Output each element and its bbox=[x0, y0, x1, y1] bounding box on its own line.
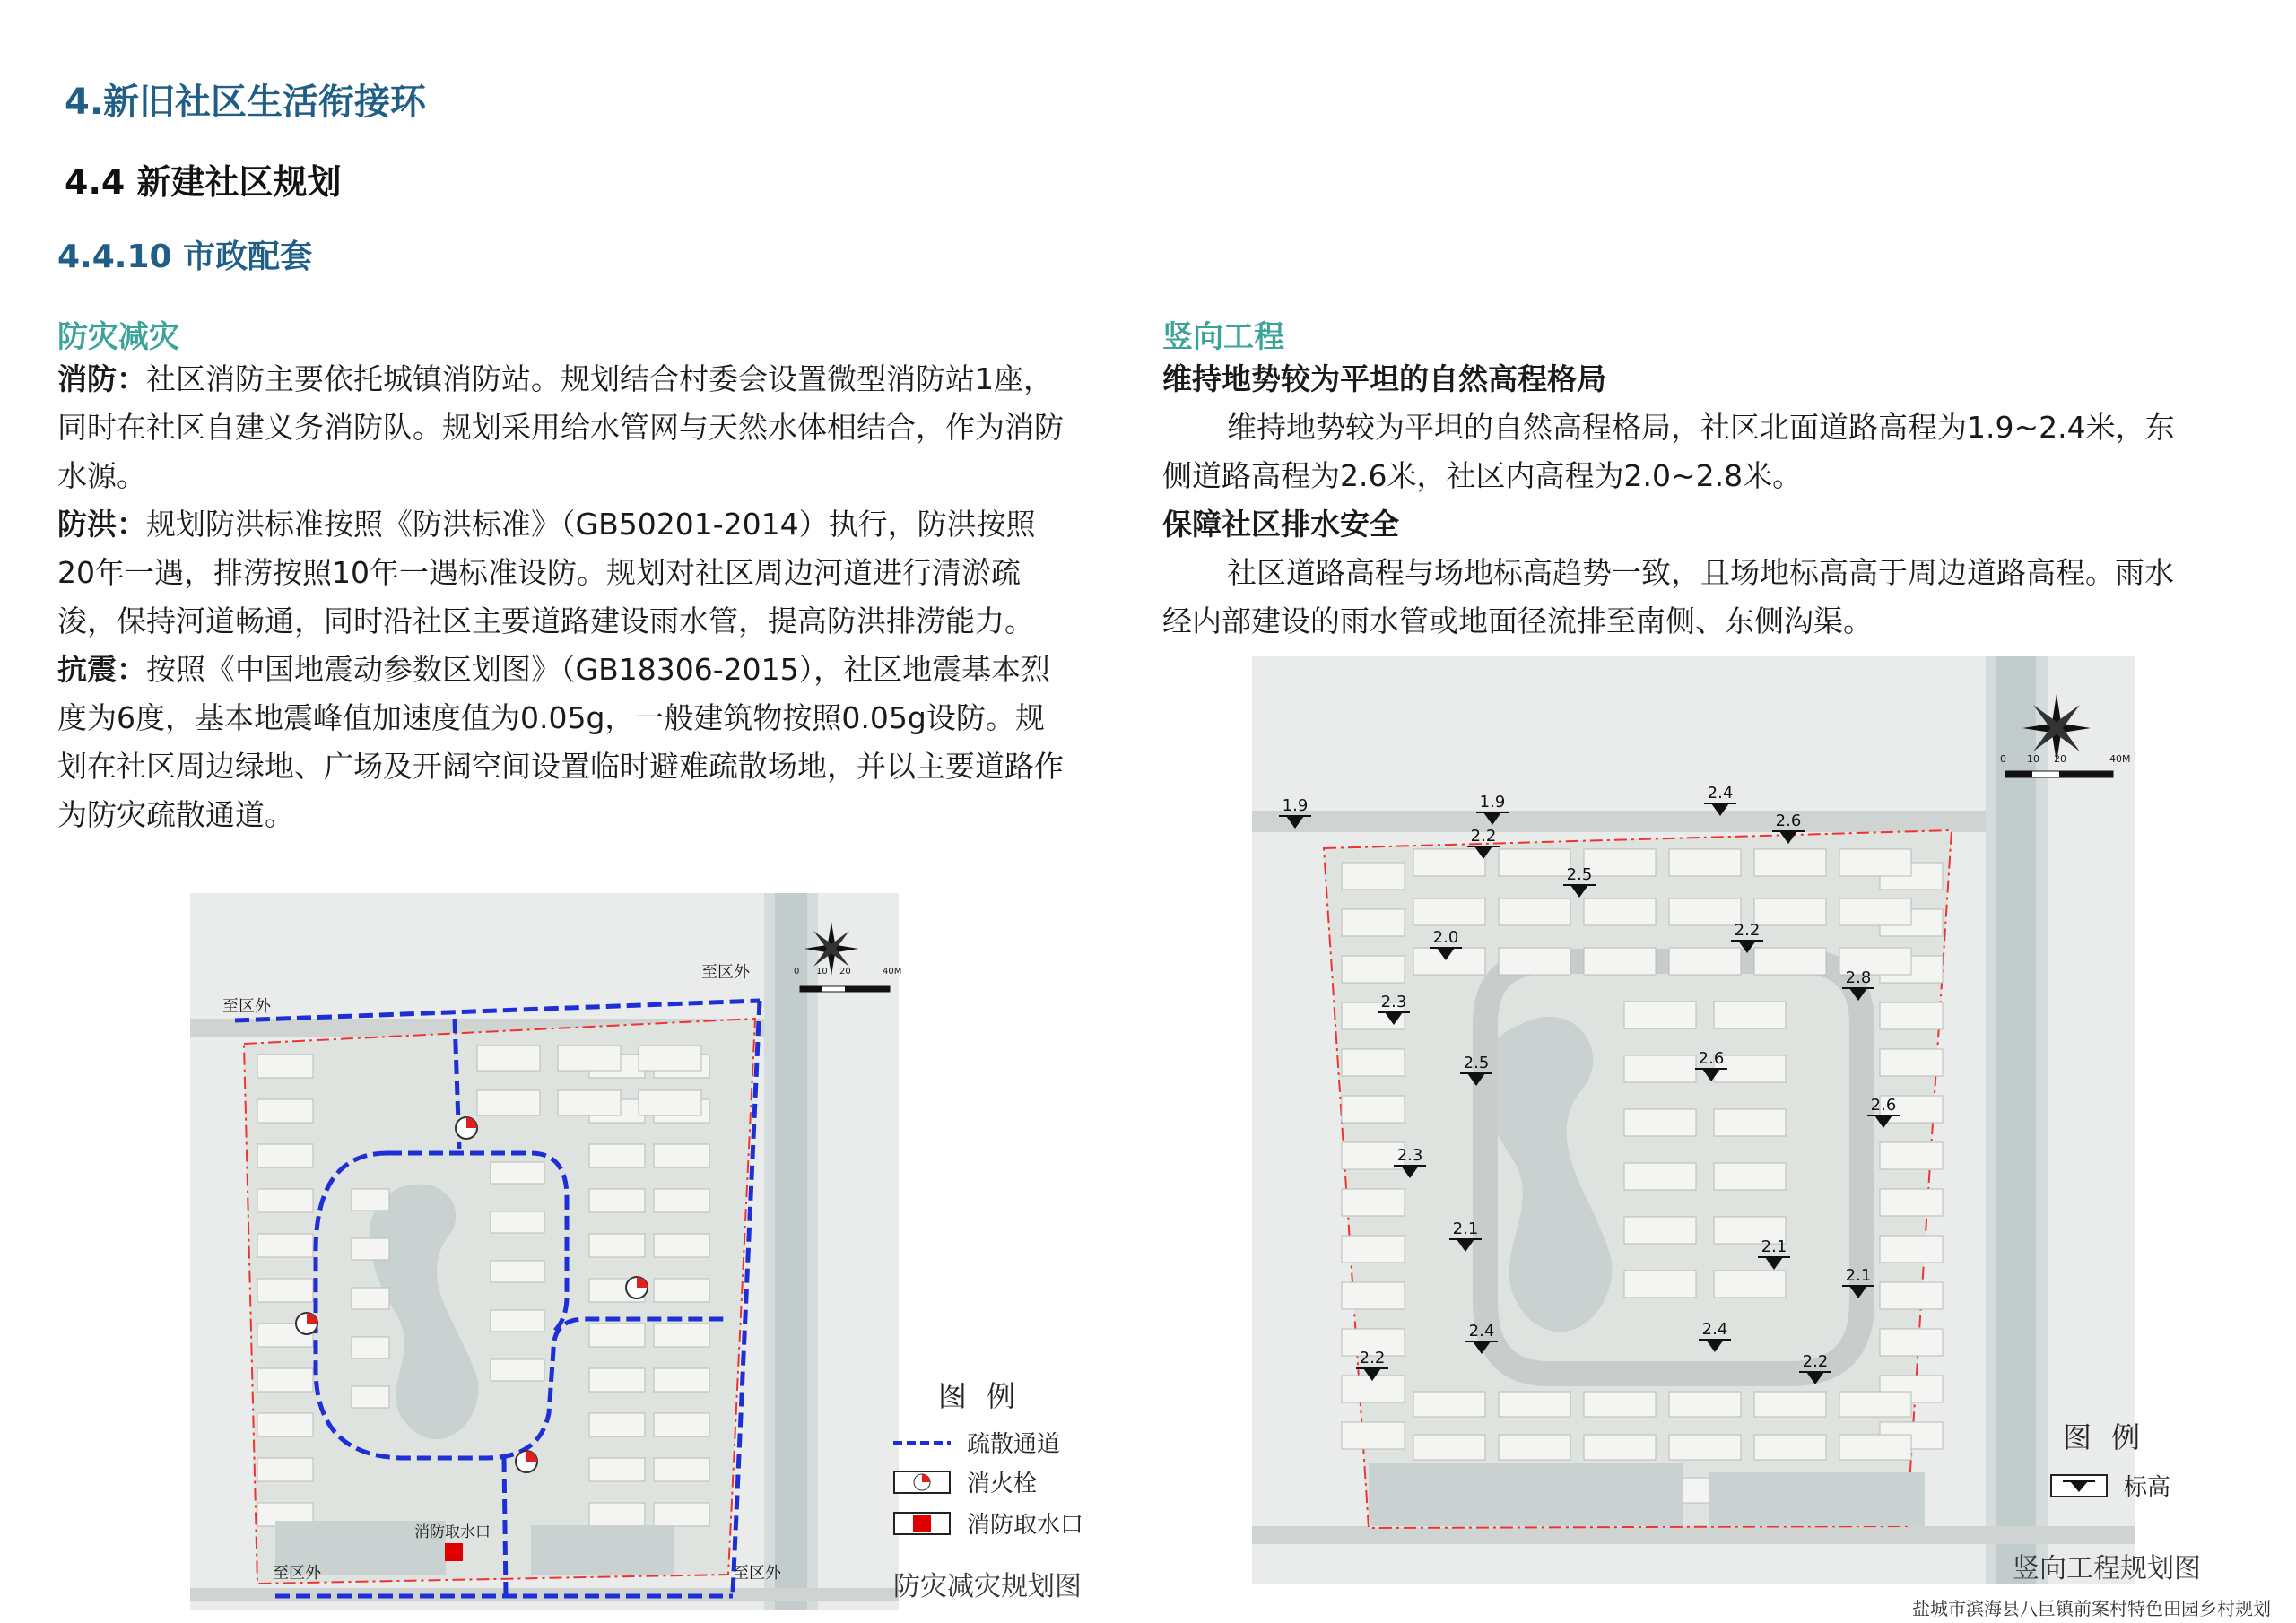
building-block bbox=[257, 1144, 313, 1167]
elevation-label: 2.4 bbox=[1701, 1320, 1728, 1339]
drainage-paragraph: 社区道路高程与场地标高趋势一致，且场地标高高于周边道路高程。雨水经内部建设的雨水管或地面径流排至南侧、东侧沟渠。 bbox=[1162, 555, 2174, 638]
building-block bbox=[477, 1090, 540, 1115]
building-block bbox=[1624, 1002, 1696, 1028]
building-block bbox=[589, 1413, 645, 1436]
building-block bbox=[1499, 849, 1570, 876]
disaster-prevention-map bbox=[190, 893, 902, 1610]
earthquake-paragraph: 抗震：按照《中国地震动参数区划图》（GB18306-2015），社区地震基本烈度为6度，基本地震峰值加速度值为0.05g，一般建筑物按照0.05g设防。规划在社区周边绿地、广场及开阔空间设置临时避难疏散场地，并以主要道路作为防灾疏散通道。 bbox=[57, 652, 1064, 832]
building-block bbox=[1880, 1142, 1943, 1169]
building-block bbox=[654, 1503, 709, 1526]
building-block bbox=[654, 1324, 709, 1347]
building-block bbox=[1342, 1282, 1405, 1309]
building-block bbox=[1499, 1392, 1570, 1417]
building-block bbox=[589, 1234, 645, 1257]
building-block bbox=[1342, 863, 1405, 890]
building-block bbox=[257, 1055, 313, 1078]
elevation-label: 2.8 bbox=[1845, 968, 1872, 987]
legend-hydrant: 消火栓 bbox=[893, 1465, 1037, 1498]
scale-label-0: 0 bbox=[794, 967, 800, 976]
building-block bbox=[654, 1368, 709, 1392]
drainage-subheading: 保障社区排水安全 bbox=[1162, 507, 1399, 542]
elevation-label: 1.9 bbox=[1479, 793, 1506, 812]
vertical-engineering-map bbox=[1252, 656, 2135, 1584]
elevation-label: 2.2 bbox=[1734, 921, 1761, 940]
building-block bbox=[352, 1238, 389, 1260]
building-block bbox=[1624, 1163, 1696, 1190]
building-block bbox=[1669, 1435, 1741, 1460]
elevation-label: 2.1 bbox=[1761, 1237, 1787, 1256]
left-map-caption: 防灾减灾规划图 bbox=[893, 1571, 1082, 1602]
building-block bbox=[1342, 1422, 1405, 1449]
building-block bbox=[589, 1189, 645, 1212]
left-section-title: 防灾减灾 bbox=[57, 319, 179, 355]
building-block bbox=[1584, 948, 1656, 975]
scale-label-40: 40M bbox=[883, 967, 902, 976]
terrain-paragraph: 维持地势较为平坦的自然高程格局，社区北面道路高程为1.9~2.4米，东侧道路高程为2.6米，社区内高程为2.0~2.8米。 bbox=[1162, 410, 2175, 493]
building-block bbox=[257, 1413, 313, 1436]
legend-water-intake: 消防取水口 bbox=[893, 1506, 1083, 1540]
scale-label-20: 20 bbox=[2054, 753, 2066, 765]
fire-paragraph: 消防：社区消防主要依托城镇消防站。规划结合村委会设置微型消防站1座，同时在社区自建义务消防队。规划采用给水管网与天然水体相结合，作为消防水源。 bbox=[57, 361, 1064, 493]
building-block bbox=[1839, 1435, 1911, 1460]
left-text-column bbox=[57, 355, 1071, 839]
building-block bbox=[477, 1046, 540, 1071]
water-intake-icon bbox=[893, 1512, 951, 1535]
building-block bbox=[1714, 1271, 1786, 1298]
building-block bbox=[558, 1046, 621, 1071]
out-label-se: 至区外 bbox=[733, 1564, 781, 1583]
building-block bbox=[1342, 1096, 1405, 1123]
building-block bbox=[352, 1189, 389, 1211]
building-block bbox=[654, 1458, 709, 1481]
building-block bbox=[257, 1189, 313, 1212]
building-block bbox=[1880, 1002, 1943, 1029]
elevation-label: 2.5 bbox=[1463, 1054, 1490, 1072]
right-text-column bbox=[1162, 355, 2185, 646]
building-block bbox=[1714, 1163, 1786, 1190]
scale-label-20: 20 bbox=[839, 967, 851, 976]
building-block bbox=[589, 1324, 645, 1347]
building-block bbox=[639, 1090, 701, 1115]
building-block bbox=[257, 1458, 313, 1481]
hydrant-icon bbox=[893, 1471, 951, 1494]
water-intake-icon bbox=[445, 1543, 463, 1561]
scale-bar bbox=[800, 986, 890, 992]
building-block bbox=[1584, 898, 1656, 925]
building-block bbox=[491, 1261, 544, 1282]
document-footer: 盐城市滨海县八巨镇前案村特色田园乡村规划 bbox=[1912, 1598, 2271, 1619]
elevation-label: 2.2 bbox=[1359, 1349, 1386, 1367]
disaster-prevention-map-graphic bbox=[190, 893, 902, 1610]
building-block bbox=[1413, 1392, 1485, 1417]
right-legend-title: 图 例 bbox=[2063, 1420, 2146, 1454]
building-block bbox=[1584, 849, 1656, 876]
building-block bbox=[1413, 849, 1485, 876]
scale-label-10: 10 bbox=[2027, 753, 2039, 765]
elevation-label: 2.6 bbox=[1870, 1096, 1897, 1115]
building-block bbox=[1669, 1392, 1741, 1417]
building-block bbox=[1624, 1055, 1696, 1082]
building-block bbox=[352, 1337, 389, 1358]
building-block bbox=[589, 1368, 645, 1392]
elevation-marker-icon bbox=[2050, 1474, 2108, 1497]
building-block bbox=[1669, 898, 1741, 925]
section-heading: 4.4 新建社区规划 bbox=[65, 162, 342, 202]
building-block bbox=[1669, 849, 1741, 876]
building-block bbox=[654, 1189, 709, 1212]
building-block bbox=[491, 1359, 544, 1381]
page-title: 4.新旧社区生活衔接环 bbox=[65, 82, 427, 123]
building-block bbox=[1714, 1109, 1786, 1136]
left-legend-title: 图 例 bbox=[938, 1379, 1022, 1413]
building-block bbox=[1342, 1189, 1405, 1216]
out-label-sw: 至区外 bbox=[273, 1564, 321, 1583]
building-block bbox=[491, 1211, 544, 1233]
out-label-nw: 至区外 bbox=[222, 997, 271, 1016]
building-block bbox=[654, 1234, 709, 1257]
building-block bbox=[1499, 948, 1570, 975]
elevation-label: 2.3 bbox=[1396, 1146, 1423, 1165]
building-block bbox=[1839, 849, 1911, 876]
building-block bbox=[1754, 1435, 1826, 1460]
scale-label-0: 0 bbox=[2000, 753, 2006, 765]
building-block bbox=[589, 1144, 645, 1167]
building-block bbox=[654, 1144, 709, 1167]
building-block bbox=[1839, 898, 1911, 925]
building-block bbox=[1342, 1049, 1405, 1076]
building-block bbox=[1754, 849, 1826, 876]
building-block bbox=[1342, 956, 1405, 983]
legend-evacuation: 疏散通道 bbox=[893, 1426, 1060, 1459]
right-section-title: 竖向工程 bbox=[1162, 319, 1284, 355]
building-block bbox=[257, 1099, 313, 1123]
scale-label-10: 10 bbox=[816, 967, 828, 976]
building-block bbox=[491, 1162, 544, 1184]
flood-paragraph: 防洪：规划防洪标准按照《防洪标准》（GB50201-2014）执行，防洪按照20年一遇，排涝按照10年一遇标准设防。规划对社区周边河道进行清淤疏浚，保持河道畅通，同时沿社区主要道路建设雨水管，提高防洪排涝能力。 bbox=[57, 507, 1036, 638]
elevation-label: 2.4 bbox=[1468, 1322, 1495, 1341]
building-block bbox=[1754, 1392, 1826, 1417]
elevation-label: 2.1 bbox=[1452, 1219, 1479, 1238]
right-map-caption: 竖向工程规划图 bbox=[2013, 1553, 2201, 1584]
water-intake-label: 消防取水口 bbox=[414, 1523, 491, 1541]
building-block bbox=[1880, 1282, 1943, 1309]
scale-label-40: 40M bbox=[2109, 753, 2131, 765]
elevation-label: 2.4 bbox=[1707, 784, 1734, 803]
building-block bbox=[1342, 1236, 1405, 1263]
building-block bbox=[1669, 948, 1741, 975]
building-block bbox=[558, 1090, 621, 1115]
building-block bbox=[1413, 1435, 1485, 1460]
elevation-label: 2.3 bbox=[1380, 993, 1407, 1011]
building-block bbox=[589, 1458, 645, 1481]
elevation-label: 2.5 bbox=[1566, 865, 1593, 884]
legend-elevation: 标高 bbox=[2050, 1469, 2170, 1502]
vertical-engineering-map-graphic bbox=[1252, 656, 2135, 1584]
building-block bbox=[1584, 1392, 1656, 1417]
building-block bbox=[589, 1503, 645, 1526]
building-block bbox=[257, 1279, 313, 1302]
building-block bbox=[257, 1234, 313, 1257]
elevation-label: 2.1 bbox=[1845, 1266, 1872, 1285]
building-block bbox=[1499, 1435, 1570, 1460]
building-block bbox=[1880, 1189, 1943, 1216]
building-block bbox=[1624, 1271, 1696, 1298]
building-block bbox=[1754, 948, 1826, 975]
building-block bbox=[352, 1386, 389, 1408]
building-block bbox=[1342, 909, 1405, 936]
building-block bbox=[1754, 898, 1826, 925]
terrain-subheading: 维持地势较为平坦的自然高程格局 bbox=[1162, 361, 1606, 396]
building-block bbox=[491, 1310, 544, 1332]
elevation-label: 1.9 bbox=[1282, 796, 1309, 815]
building-block bbox=[639, 1046, 701, 1071]
elevation-label: 2.2 bbox=[1802, 1352, 1829, 1371]
elevation-label: 2.0 bbox=[1432, 928, 1459, 947]
elevation-label: 2.6 bbox=[1698, 1049, 1725, 1068]
building-block bbox=[1624, 1109, 1696, 1136]
elevation-label: 2.6 bbox=[1775, 812, 1802, 830]
building-block bbox=[1880, 1049, 1943, 1076]
scale-bar bbox=[2005, 771, 2113, 777]
building-block bbox=[1714, 1002, 1786, 1028]
building-block bbox=[1624, 1217, 1696, 1244]
building-block bbox=[352, 1288, 389, 1309]
dashed-line-icon bbox=[893, 1436, 951, 1449]
building-block bbox=[1584, 1435, 1656, 1460]
building-block bbox=[1880, 1329, 1943, 1356]
elevation-label: 2.2 bbox=[1470, 827, 1497, 846]
building-block bbox=[654, 1279, 709, 1302]
building-block bbox=[1413, 898, 1485, 925]
building-block bbox=[257, 1368, 313, 1392]
building-block bbox=[1499, 898, 1570, 925]
subsection-heading: 4.4.10 市政配套 bbox=[57, 239, 313, 275]
out-label-ne: 至区外 bbox=[701, 963, 750, 982]
building-block bbox=[654, 1413, 709, 1436]
building-block bbox=[1839, 1392, 1911, 1417]
building-block bbox=[1880, 1236, 1943, 1263]
